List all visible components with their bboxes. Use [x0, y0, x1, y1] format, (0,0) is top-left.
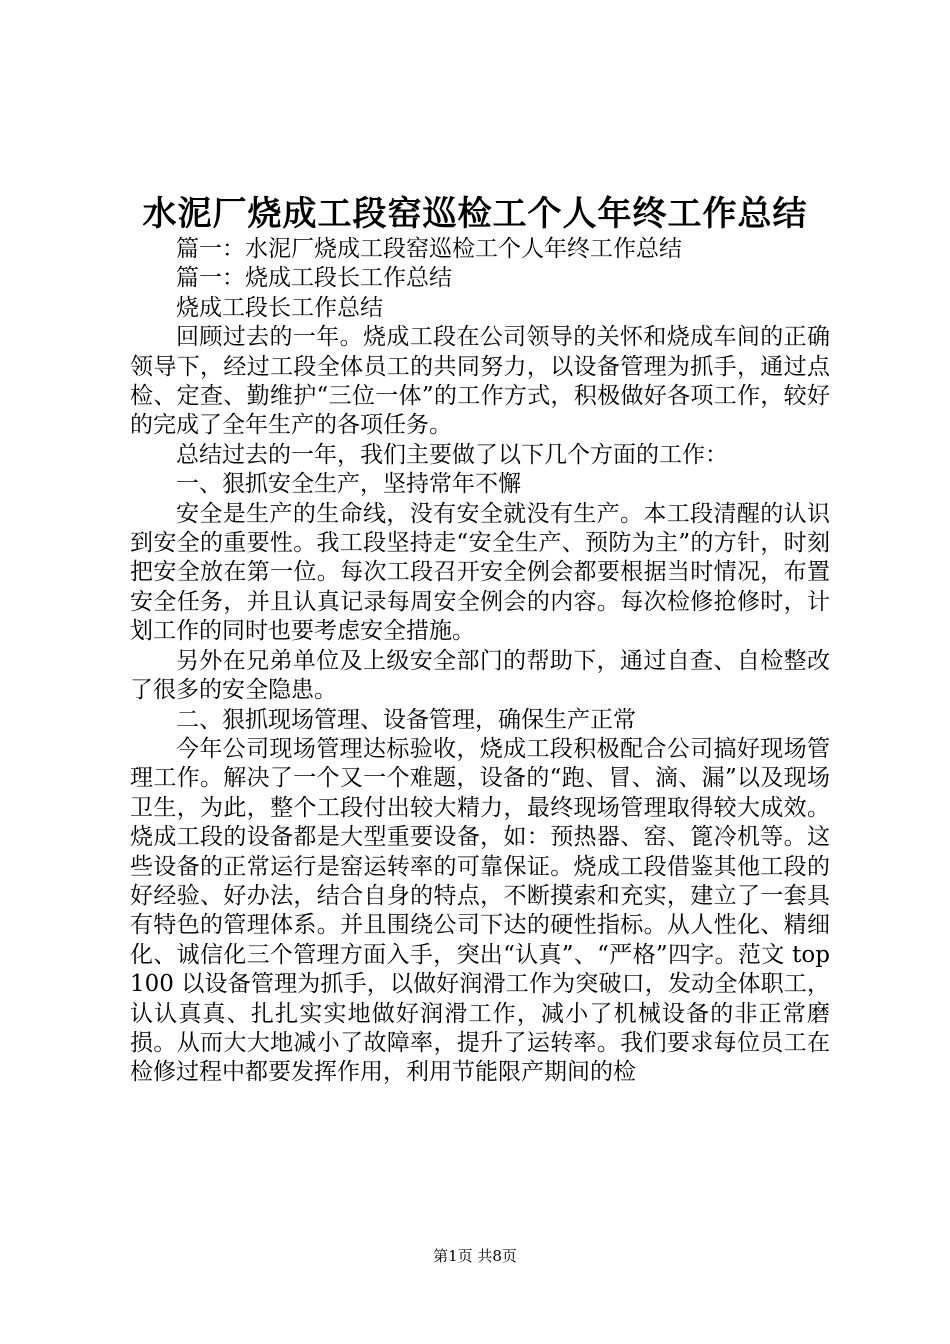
paragraph: 今年公司现场管理达标验收，烧成工段积极配合公司搞好现场管理工作。解决了一个又一个难题，设备的“跑、冒、滴、漏”以及现场卫生，为此，整个工段付出较大精力，最终现场管理取得较大成效。烧成工段的设备都是大型重要设备，如：预热器、窑、篦冷机等。这些设备的正常运行是窑运转率的可靠保证。烧成工段借鉴其他工段的好经验、好办法，结合自身的特点，不断摸索和充实，建立了一套具有特色的管理体系。并且围绕公司下达的硬性指标。从人性化、精细化、诚信化三个管理方面入手，突出“认真”、“严格”四字。范文 top100 以设备管理为抓手，以做好润滑工作为突破口，发动全体职工，认认真真、扎扎实实地做好润滑工作，减小了机械设备的非正常磨损。从而大大地减小了故障率，提升了运转率。我们要求每位员工在检修过程中都要发挥作用，利用节能限产期间的检 [130, 735, 830, 1086]
page-footer: 第1页 共8页 [433, 1247, 517, 1265]
document-body [130, 235, 830, 1088]
paragraph: 篇一：水泥厂烧成工段窑巡检工个人年终工作总结 [176, 236, 682, 262]
paragraph: 安全是生产的生命线，没有安全就没有生产。本工段清醒的认识到安全的重要性。我工段坚持走“安全生产、预防为主”的方针，时刻把安全放在第一位。每次工段召开安全例会都要根据当时情况，布置安全任务，并且认真记录每周安全例会的内容。每次检修抢修时，计划工作的同时也要考虑安全措施。 [130, 500, 830, 645]
paragraph: 烧成工段长工作总结 [176, 294, 383, 321]
paragraph: 篇一：烧成工段长工作总结 [176, 265, 452, 292]
paragraph: 另外在兄弟单位及上级安全部门的帮助下，通过自查、自检整改了很多的安全隐患。 [130, 647, 830, 704]
paragraph: 总结过去的一年，我们主要做了以下几个方面的工作： [176, 441, 728, 468]
section-heading: 二、狠抓现场管理、设备管理，确保生产正常 [176, 706, 636, 733]
document-title: 水泥厂烧成工段窑巡检工个人年终工作总结 [142, 194, 808, 234]
paragraph: 回顾过去的一年。烧成工段在公司领导的关怀和烧成车间的正确领导下，经过工段全体员工的共同努力，以设备管理为抓手，通过点检、定查、勤维护“三位一体”的工作方式，积极做好各项工作，较好的完成了全年生产的各项任务。 [130, 324, 830, 439]
section-heading: 一、狠抓安全生产，坚持常年不懈 [176, 471, 521, 498]
